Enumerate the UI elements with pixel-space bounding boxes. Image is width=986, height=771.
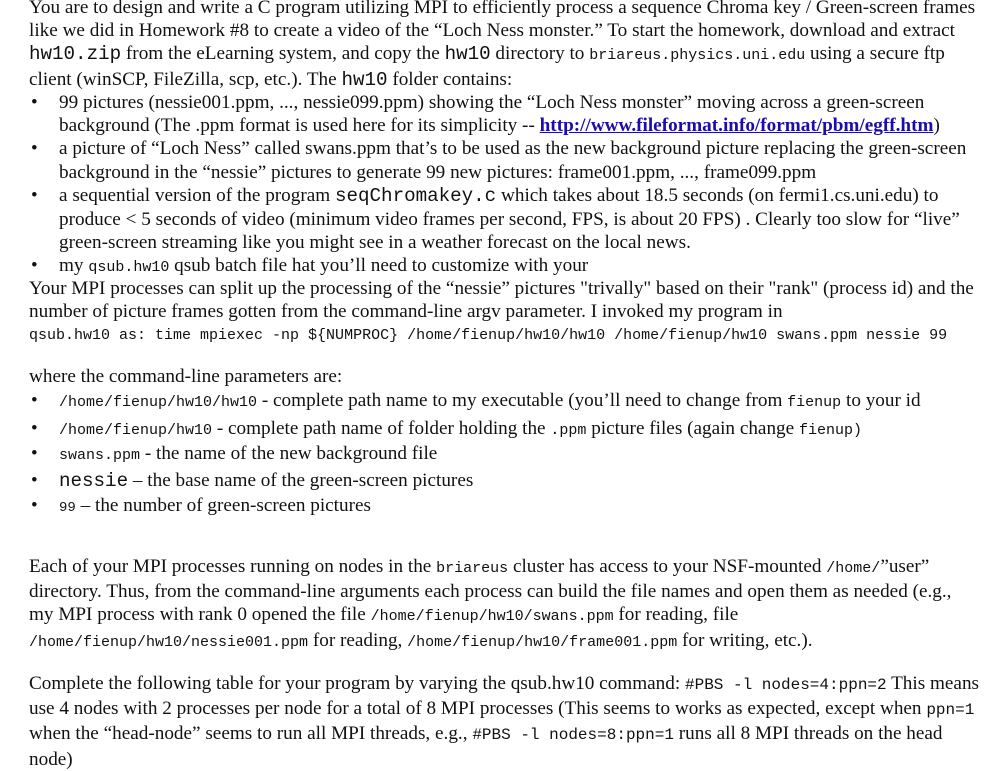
- list-item: [29, 184, 979, 255]
- list-item: [29, 442, 979, 467]
- intro-text-2: from the eLearning system, and copy the: [121, 43, 445, 65]
- list-item: [29, 389, 979, 414]
- list-item: [29, 254, 979, 279]
- item-text-end: qsub batch file hat you’ll need to customize with your: [169, 255, 589, 277]
- list-item: [29, 494, 979, 520]
- bullet-icon: •: [31, 184, 38, 206]
- home-path: /home/: [826, 560, 881, 577]
- list-item: [29, 417, 979, 442]
- list-item: [29, 91, 979, 137]
- nfs-paragraph: [29, 555, 979, 654]
- split-paragraph: [29, 277, 979, 323]
- param-code-2: fienup: [787, 394, 842, 411]
- list-item: [29, 137, 979, 183]
- nfs-text-2: cluster has access to your NSF-mounted: [508, 556, 827, 577]
- params-list: [29, 389, 979, 520]
- param-text: - complete path name to my executable (you’ll need to change from: [257, 390, 788, 411]
- qsub-file-name: qsub.hw10: [88, 259, 170, 277]
- bullet-icon: •: [31, 494, 38, 516]
- item-text: my: [59, 255, 89, 277]
- item-text: a picture of “Loch Ness” called swans.ppm that’s to be used as the new background picture replacing the green-screen background in the “nessie” pictures to generate 99 new pictures: frame001.ppm, ..., frame099.ppm: [59, 138, 967, 183]
- mpiexec-command: time mpiexec -np ${NUMPROC} /home/fienup/hw10/hw10 /home/fienup/hw10 swans.ppm nessie 99: [146, 327, 948, 344]
- fileformat-link[interactable]: http://www.fileformat.info/format/pbm/egff.htm: [539, 115, 934, 137]
- bullet-icon: •: [31, 469, 38, 491]
- table-intro-text-2: This means use 4 nodes with 2 processes per node for a total of 8 MPI processes (This seems to works as expected, except when: [29, 673, 980, 720]
- param-text: – the base name of the green-screen pictures: [128, 469, 474, 491]
- nessie-path: /home/fienup/hw10/nessie001.ppm: [29, 633, 309, 651]
- cluster-name: briareus: [436, 560, 509, 577]
- nfs-text-5: for reading,: [308, 629, 408, 651]
- nfs-text: Each of your MPI processes running on nodes in the: [29, 556, 437, 577]
- param-text: - the name of the new background file: [140, 443, 438, 465]
- contents-list: [29, 91, 979, 280]
- zip-filename: hw10.zip: [29, 43, 122, 66]
- hw10-dir-2: hw10: [341, 68, 388, 91]
- param-code: /home/fienup/hw10/hw10: [59, 394, 258, 411]
- command-line: [29, 324, 979, 345]
- intro-text: You are to design and write a C program utilizing MPI to efficiently process a sequence Chroma key / Green-screen frames like we did in Homework #8 to create a video of the “Loch Ness monster.” To start the homework, download and extract: [29, 0, 976, 42]
- item-text: 99 pictures (nessie001.ppm, ..., nessie099.ppm) showing the “Loch Ness monster” moving across a green-screen background (The .ppm format is used here for its simplicity --: [59, 92, 925, 137]
- item-text: a sequential version of the program: [59, 184, 335, 206]
- hw10-dir: hw10: [444, 43, 491, 66]
- param-code-2: .ppm: [550, 422, 587, 440]
- params-intro: [29, 365, 979, 388]
- bullet-icon: •: [31, 255, 38, 277]
- nfs-text-3: ”user” directory. Thus, from the command-line arguments each process can build the file names and open them as needed (e.g., my MPI process with rank 0 opened the file: [29, 556, 952, 626]
- pbs-directive-2: #PBS -l nodes=8:ppn=1: [472, 726, 674, 745]
- item-text-end: which takes about 18.5 seconds (on fermi1.cs.uni.edu) to produce < 5 seconds of video (minimum video frames per second, FPS, is about 20 FPS) . Clearly too slow for “live” green-screen streaming like you might see in a weather forecast on the local news.: [59, 184, 960, 254]
- ppn-value: ppn=1: [926, 701, 975, 720]
- param-text-2: picture files (again change: [586, 418, 799, 440]
- frame-path: /home/fienup/hw10/frame001.ppm: [407, 633, 678, 651]
- bullet-icon: •: [31, 418, 38, 440]
- nfs-text-4: for reading, file: [613, 604, 739, 626]
- table-intro-text: Complete the following table for your program by varying the qsub.hw10 command:: [29, 673, 685, 694]
- nfs-text-6: for writing, etc.).: [677, 629, 813, 651]
- table-intro-text-4: runs all 8 MPI threads on the head node): [29, 723, 943, 770]
- table-intro-text-3: when the “head-node” seems to run all MPI threads, e.g.,: [29, 723, 473, 745]
- param-code-3: fienup): [798, 422, 862, 440]
- bullet-icon: •: [31, 390, 38, 411]
- seq-program-name: seqChromakey.c: [335, 184, 497, 207]
- param-text: - complete path name of folder holding the: [212, 418, 551, 440]
- param-code: nessie: [59, 469, 129, 492]
- split-text: Your MPI processes can split up the processing of the “nessie” pictures "trivally" based on their "rank" (process id) and the number of picture frames gotten from the command-line argv parameter. I invoked my program in: [29, 278, 974, 323]
- item-text-end: ): [933, 115, 940, 137]
- param-code: 99: [59, 499, 76, 516]
- list-item: [29, 469, 979, 493]
- param-code: swans.ppm: [59, 447, 141, 465]
- pbs-directive: #PBS -l nodes=4:ppn=2: [684, 676, 887, 694]
- param-text-end: to your id: [841, 390, 921, 411]
- bullet-icon: •: [31, 92, 38, 113]
- intro-paragraph: [29, 0, 979, 92]
- host-name: briareus.physics.uni.edu: [589, 47, 806, 65]
- intro-text-5: folder contains:: [387, 68, 513, 90]
- swans-path: /home/fienup/hw10/swans.ppm: [370, 608, 614, 626]
- bullet-icon: •: [31, 443, 38, 465]
- table-intro-paragraph: [29, 672, 979, 771]
- bullet-icon: •: [31, 138, 38, 160]
- param-code: /home/fienup/hw10: [59, 422, 213, 440]
- params-intro-text: where the command-line parameters are:: [29, 366, 343, 387]
- param-text: – the number of green-screen pictures: [75, 494, 371, 516]
- intro-text-3: directory to: [490, 43, 590, 65]
- qsub-as-label: qsub.hw10 as:: [29, 327, 147, 344]
- intro-text-4: using a secure ftp client (winSCP, FileZilla, scp, etc.). The: [29, 43, 945, 90]
